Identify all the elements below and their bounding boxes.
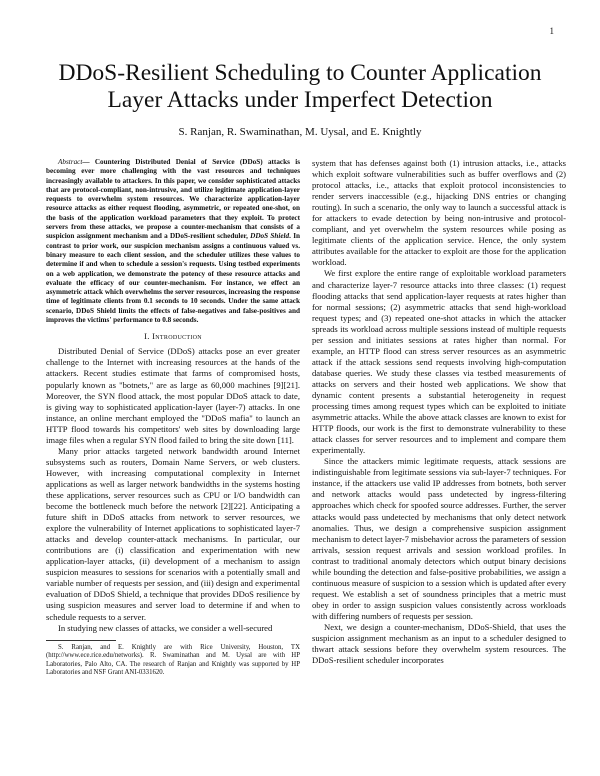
author-list: S. Ranjan, R. Swaminathan, M. Uysal, and E. Knightly bbox=[178, 126, 422, 138]
abstract-text-1: — Countering Distributed Denial of Service (DDoS) attacks is becoming ever more challenging with the vast resources and techniques increasingly available to attackers. In this paper, we consider sophisticated attacks that are protocol-compliant, non-intrusive, and utilize legitimate application-layer requests to overwhelm system resources. We characterize application-layer resource attacks as either request flooding, asymmetric, or repeated one-shot, on the basis of the application workload parameters that they exploit. To protect servers from these attacks, we propose a counter-mechanism that consists of a suspicion assignment mechanism and a DDoS-resilient scheduler, bbox=[46, 158, 300, 241]
footnote-rule bbox=[46, 640, 116, 641]
body-paragraph-3: Since the attackers mimic legitimate requests, attack sessions are indistinguishable from legitimate sessions via sub-layer-7 techniques. For instance, if the attackers use valid IP addresses from botnets, both server and network attacks would pass undetected by ingress-filtering approaches which check for spoofed source addresses. Further, the server attacks would pass undetected by mechanisms that only detect network anomalies. Thus, we design a comprehensive suspicion assignment mechanism to detect layer-7 misbehavior across the parameters of session arrivals, session request arrivals and session workload profiles. In contrast to traditional anomaly detectors which output binary decisions while bounding the detection and false-positive probabilities, we assign a continuous measure of suspicion to a session which is updated after every request. We establish a set of soundness principles that a metric must obey in order to assign suspicion values consistently across workloads with differing numbers of requests per session. bbox=[312, 456, 566, 621]
right-column bbox=[312, 158, 566, 666]
paper-title bbox=[30, 60, 570, 114]
abstract-lead: Abstract bbox=[58, 158, 83, 166]
intro-paragraph-2: Many prior attacks targeted network bandwidth around Internet subsystems such as routers, Domain Name Servers, or web clusters. However, with increasing computational complexity in Internet applications as well as larger network bandwidths in the systems hosting these applications, server resources such as CPU or I/O bandwidth can become the bottleneck much before the network [2][22]. Anticipating a future shift in DDoS attacks from network to server resources, we explore the vulnerability of Internet applications to sophisticated layer-7 attacks and develop counter-attack mechanisms. In particular, our contributions are (i) classification and experimentation with new application-layer attacks, (ii) development of a mechanism to assign suspicion measures to sessions for scenarios with a potentially small and variable number of requests per session, and (iii) design and experimental evaluation of DDoS Shield, a technique that provides DDoS resilience by using suspicion measures and server load to determine if and when to schedule requests to a server. bbox=[46, 445, 300, 622]
body-paragraph-1: system that has defenses against both (1) intrusion attacks, i.e., attacks which exploit software vulnerabilities such as buffer overflows and (2) protocol attacks, i.e., attacks that exploit protocol inconsistencies to render servers inaccessible (e.g., hijacking DNS entries or changing routing). In such a scenario, the only way to launch a successful attack is for attackers to evade detection by being non-intrusive and protocol-compliant, and yet overwhelm the system resources while posing as legitimate clients of the application service. Hence, the only system attributes available for the attacker to exploit are those for the application workload. bbox=[312, 158, 566, 268]
intro-paragraph-1: Distributed Denial of Service (DDoS) attacks pose an ever greater challenge to the Internet with increasing resources at the hands of the attackers. Recent studies estimate that farms of compromised hosts, popularly known as "botnets," are as large as 60,000 machines [9][21]. Moreover, the SYN flood attack, the most popular DDoS attack to date, is giving way to sophisticated application-layer (layer-7) attacks. In one instance, an online merchant employed the "DDoS mafia" to launch an HTTP flood towards his competitors' web sites by downloading large image files when a regular SYN flood failed to bring the site down [11]. bbox=[46, 346, 300, 445]
section-heading-introduction bbox=[46, 331, 300, 342]
abstract-emphasis: DDoS Shield bbox=[250, 232, 290, 241]
section-name: Introduction bbox=[152, 331, 202, 342]
abstract-text-2: . In contrast to prior work, our suspicion mechanism assigns a continuous valued vs. binary measure to each client session, and the scheduler utilizes these values to determine if and when to schedule a session's requests. Using testbed experiments on a web application, we demonstrate the potency of these resource attacks and evaluate the efficacy of our counter-mechanism. For instance, we effect an asymmetric attack which overwhelms the server resources, increasing the response time of legitimate clients from 0.1 seconds to 10 seconds. Under the same attack scenario, DDoS Shield limits the effects of false-negatives and false-positives and improves the victims' performance to 0.8 seconds. bbox=[46, 232, 301, 325]
section-number: I. bbox=[144, 331, 150, 342]
title-line-2: Layer Attacks under Imperfect Detection bbox=[107, 87, 493, 113]
body-paragraph-2: We first explore the entire range of exploitable workload parameters and characterize layer-7 resource attacks into three classes: (1) request flooding attacks that send application-layer requests at rates higher than for normal sessions; (2) asymmetric attacks that send high-workload request types; and (3) repeated one-shot attacks in which the attacker spreads its workload across multiple sessions instead of multiple requests per session and initiates sessions at rates higher than normal. For example, an HTTP flood can stress server resources as an asymmetric attack if the attack sessions send requests involving high-computation database queries. We study these classes via testbed measurements of attacks on servers and their hosted web applications. We show that dynamic content presents a substantial heterogeneity in request processing times among request types which can be exploited to initiate asymmetric attacks. While the above attack classes are known to exist for HTTP floods, our work is the first to demonstrate vulnerability to these attack classes for server resources and to implement and compare them experimentally. bbox=[312, 268, 566, 456]
footnote: S. Ranjan, and E. Knightly are with Rice University, Houston, TX (http://www.ece.rice.edu/networks). R. Swaminathan and M. Uysal are with HP Laboratories, Palo Alto, CA. The research of Ranjan and Knightly was supported by HP Laboratories and NSF Grant ANI-0331620. bbox=[46, 643, 300, 677]
intro-paragraph-3: In studying new classes of attacks, we consider a well-secured bbox=[58, 622, 273, 633]
abstract bbox=[46, 158, 300, 325]
body-paragraph-4: Next, we design a counter-mechanism, DDoS-Shield, that uses the suspicion assignment mechanism as an input to a scheduler designed to thwart attack sessions before they overwhelm system resources. The DDoS-resilient scheduler incorporates bbox=[312, 621, 566, 666]
title-line-1: DDoS-Resilient Scheduling to Counter Application bbox=[58, 60, 542, 86]
left-column bbox=[46, 158, 300, 678]
page-number: 1 bbox=[549, 26, 554, 36]
